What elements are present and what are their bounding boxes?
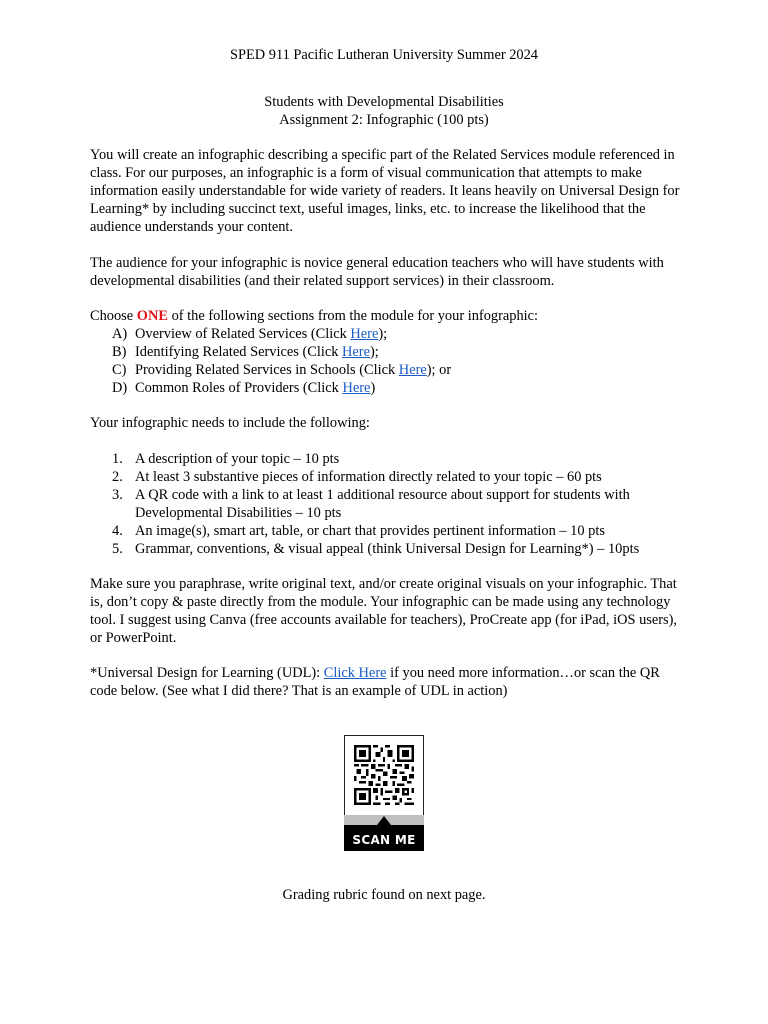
choose-suffix: of the following sections from the module for your infographic: <box>167 308 539 324</box>
option-text: Identifying Related Services (Click <box>135 343 343 360</box>
choose-prefix: Choose <box>90 308 137 324</box>
paraphrase-paragraph: Make sure you paraphrase, write original text, and/or create original visuals on your infographic. That is, don’t copy & paste directly from the module. Your infographic can be made using any technology tool. I suggest using Canva (free accounts available for teachers), ProCreate app (for iPad, iOS users), or PowerPoint. <box>90 576 678 646</box>
rubric-note: Grading rubric found on next page. <box>282 887 486 903</box>
option-link-b[interactable]: Here <box>342 343 370 360</box>
option-marker: A) <box>112 326 128 342</box>
option-item-d <box>90 380 690 398</box>
option-after: ); <box>378 326 388 342</box>
qr-code-icon <box>354 745 414 805</box>
requirement-item <box>90 523 690 541</box>
requirement-marker: 3. <box>112 486 123 503</box>
udl-paragraph <box>90 665 690 701</box>
requirement-marker: 4. <box>112 522 123 539</box>
requirement-item <box>90 469 690 487</box>
option-after: ); <box>369 343 379 360</box>
udl-prefix: *Universal Design for Learning (UDL): <box>90 665 324 681</box>
requirements-intro: Your infographic needs to include the following: <box>90 415 370 431</box>
udl-click-here-link[interactable]: Click Here <box>323 665 387 681</box>
course-line: SPED 911 Pacific Lutheran University Summer 2024 <box>229 47 539 63</box>
requirement-item <box>90 451 690 469</box>
requirement-marker: 5. <box>112 540 123 557</box>
requirement-text: At least 3 substantive pieces of information directly related to your topic – 60 pts <box>135 468 602 485</box>
option-text: Providing Related Services in Schools (Click <box>135 361 399 378</box>
qr-code-frame <box>344 735 424 816</box>
choose-instruction <box>90 308 690 326</box>
section-options-list <box>90 326 690 398</box>
option-marker: B) <box>112 343 127 360</box>
assignment-title-line2: Assignment 2: Infographic (100 pts) <box>279 112 489 128</box>
option-item-c <box>90 362 690 380</box>
option-marker: C) <box>112 361 127 378</box>
option-marker: D) <box>112 379 128 396</box>
requirements-list <box>90 451 690 558</box>
scan-me-label: SCAN ME <box>352 833 416 847</box>
requirement-marker: 2. <box>112 468 123 485</box>
udl-suffix: if you need more information…or scan the QR code below. (See what I did there? That is an example of UDL in action) <box>90 665 660 699</box>
option-link-a[interactable]: Here <box>350 326 379 342</box>
intro-paragraph: You will create an infographic describing a specific part of the Related Services module referenced in class. For our purposes, an infographic is a form of visual communication that attempts to make information easily understandable for wide variety of readers. It leans heavily on Universal Design for Learning* by including succinct text, useful images, links, etc. to increase the likelihood that the audience understands your content. <box>90 147 680 235</box>
option-after: ); or <box>426 361 452 378</box>
assignment-title-line1: Students with Developmental Disabilities <box>264 94 504 110</box>
requirement-item <box>90 541 690 559</box>
choose-emphasis: ONE <box>136 308 168 324</box>
requirement-text: A QR code with a link to at least 1 additional resource about support for students with Developmental Disabilities – 10 pts <box>135 486 630 521</box>
option-item-b <box>90 344 690 362</box>
option-link-d[interactable]: Here <box>342 379 371 396</box>
option-item-a <box>90 326 690 344</box>
requirement-item <box>90 487 690 523</box>
option-text: Overview of Related Services (Click <box>135 326 351 342</box>
option-text: Common Roles of Providers (Click <box>135 379 343 396</box>
audience-paragraph: The audience for your infographic is novice general education teachers who will have students with developmental disabilities (and their related support services) in their classroom. <box>90 255 664 289</box>
option-after: ) <box>370 379 376 396</box>
requirement-text: An image(s), smart art, table, or chart that provides pertinent information – 10 pts <box>135 522 605 539</box>
requirement-marker: 1. <box>112 451 123 467</box>
requirement-text: A description of your topic – 10 pts <box>135 451 340 467</box>
qr-code-badge[interactable] <box>344 735 424 851</box>
qr-pointer-icon <box>377 816 391 825</box>
option-link-c[interactable]: Here <box>398 361 427 378</box>
requirement-text: Grammar, conventions, & visual appeal (think Universal Design for Learning*) – 10pts <box>135 540 640 557</box>
